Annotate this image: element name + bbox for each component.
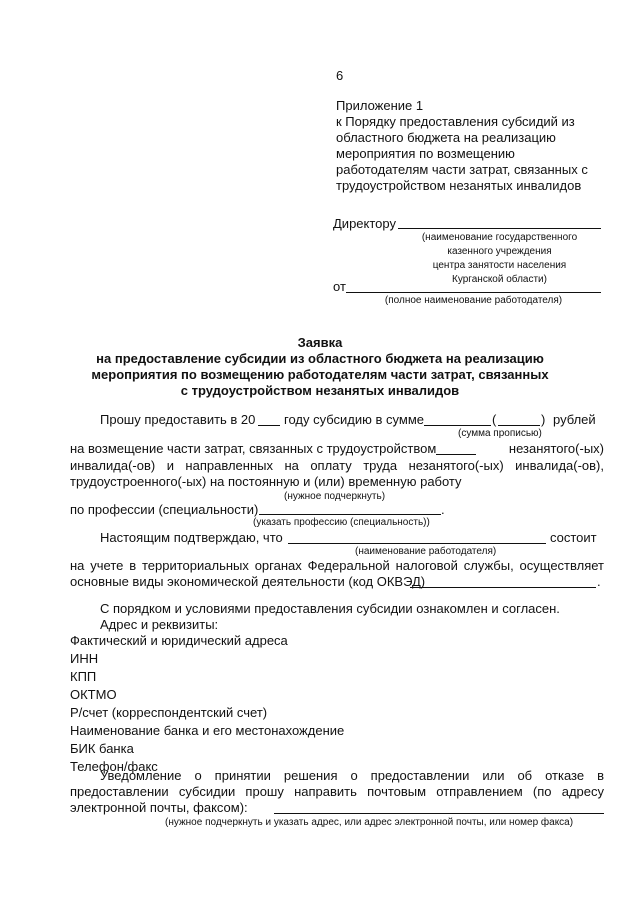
appendix-line: трудоустройством незанятых инвалидов (336, 178, 582, 193)
okved-input-line[interactable] (410, 587, 596, 588)
requisite-item: Наименование банка и его местонахождение (70, 723, 345, 738)
requisite-item: ОКТМО (70, 687, 117, 702)
appendix-line: к Порядку предоставления субсидий из (336, 114, 575, 129)
notice-line2-text: предоставлении субсидии прошу направить почтовым отправлением (по адресу (70, 784, 604, 799)
from-label: от (333, 279, 346, 294)
request-line2a (70, 441, 437, 457)
heading-line: на предоставление субсидии из областного бюджета на реализацию (96, 351, 544, 366)
amount-input-line[interactable] (424, 425, 491, 426)
appendix-title: Приложение 1 (336, 98, 424, 113)
request-line2a-text: на возмещение части затрат, связанных с трудоустройством (70, 441, 437, 456)
request-line4: трудоустроенного(-ых) на постоянную и (или) временную работу (70, 474, 462, 489)
page-number: 6 (336, 68, 344, 83)
request-prefix: Прошу предоставить в 20 (100, 412, 256, 427)
requisites-label: Адрес и реквизиты: (100, 617, 219, 632)
confirm-line2-text: на учете в территориальных органах Федеральной налоговой службы, осуществляет (70, 558, 604, 573)
heading-line: мероприятия по возмещению работодателям части затрат, связанных (91, 367, 549, 382)
confirm-suffix: состоит (550, 530, 597, 545)
hint-line: центра занятости населения (432, 260, 567, 271)
confirm-line2 (70, 558, 604, 574)
paren-close: ) (541, 412, 546, 427)
request-line3-text: инвалида(-ов) и направленных на оплату труда незанятого(-ых) инвалида(-ов), (70, 458, 604, 473)
notice-input-line[interactable] (274, 813, 604, 814)
request-line3 (70, 458, 604, 474)
hint-line: казенного учреждения (447, 246, 552, 257)
profession-end: . (441, 502, 445, 517)
requisite-item: БИК банка (70, 741, 134, 756)
okved-end: . (597, 574, 601, 589)
underline-hint: (нужное подчеркнуть) (284, 491, 386, 502)
count-input-line[interactable] (436, 454, 476, 455)
requisite-item: Р/счет (корреспондентский счет) (70, 705, 268, 720)
okved-label: основные виды экономической деятельности (код ОКВЭД) (70, 574, 426, 589)
heading-line: с трудоустройством незанятых инвалидов (180, 383, 460, 398)
appendix-line: работодателям части затрат, связанных с (336, 162, 588, 177)
requisite-item: КПП (70, 669, 97, 684)
hint-line: (наименование государственного (421, 232, 578, 243)
amount-hint: (сумма прописью) (458, 428, 542, 439)
document-heading (60, 335, 580, 399)
requisites-list (70, 633, 344, 777)
from-hint: (полное наименование работодателя) (384, 295, 563, 306)
paren-open: ( (492, 412, 497, 427)
heading-title: Заявка (297, 335, 343, 350)
employer-hint: (наименование работодателя) (355, 546, 497, 557)
from-input-line[interactable] (346, 292, 601, 293)
requisite-item: ИНН (70, 651, 99, 666)
requisite-item: Телефон/факс (70, 759, 158, 774)
appendix-line: мероприятия по возмещению (336, 146, 515, 161)
profession-label: по профессии (специальности) (70, 502, 259, 517)
notice-line1 (100, 768, 604, 784)
director-label: Директору (333, 216, 396, 231)
profession-input-line[interactable] (259, 514, 441, 515)
appendix-block (336, 98, 588, 194)
director-hint (398, 232, 601, 286)
request-mid: году субсидию в сумме (284, 412, 424, 427)
profession-hint: (указать профессию (специальность)) (253, 517, 430, 528)
amount-words-input-line[interactable] (498, 425, 540, 426)
notice-line2 (70, 784, 604, 800)
request-line2b: незанятого(-ых) (508, 441, 604, 456)
director-input-line[interactable] (398, 228, 601, 229)
notice-hint: (нужное подчеркнуть и указать адрес, или адрес электронной почты, или номер факса) (165, 817, 574, 828)
notice-line1-text: Уведомление о принятии решения о предоставлении или об отказе в (100, 768, 604, 783)
confirm-prefix: Настоящим подтверждаю, что (100, 530, 283, 545)
agree-text: С порядком и условиями предоставления субсидии ознакомлен и согласен. (100, 601, 560, 616)
hint-line: Курганской области) (452, 274, 547, 285)
year-input-line[interactable] (258, 425, 280, 426)
request-suffix: рублей (553, 412, 596, 427)
employer-input-line[interactable] (288, 543, 546, 544)
notice-line3: электронной почты, факсом): (70, 800, 248, 815)
appendix-line: областного бюджета на реализацию (336, 130, 556, 145)
requisite-item: Фактический и юридический адреса (70, 633, 288, 648)
